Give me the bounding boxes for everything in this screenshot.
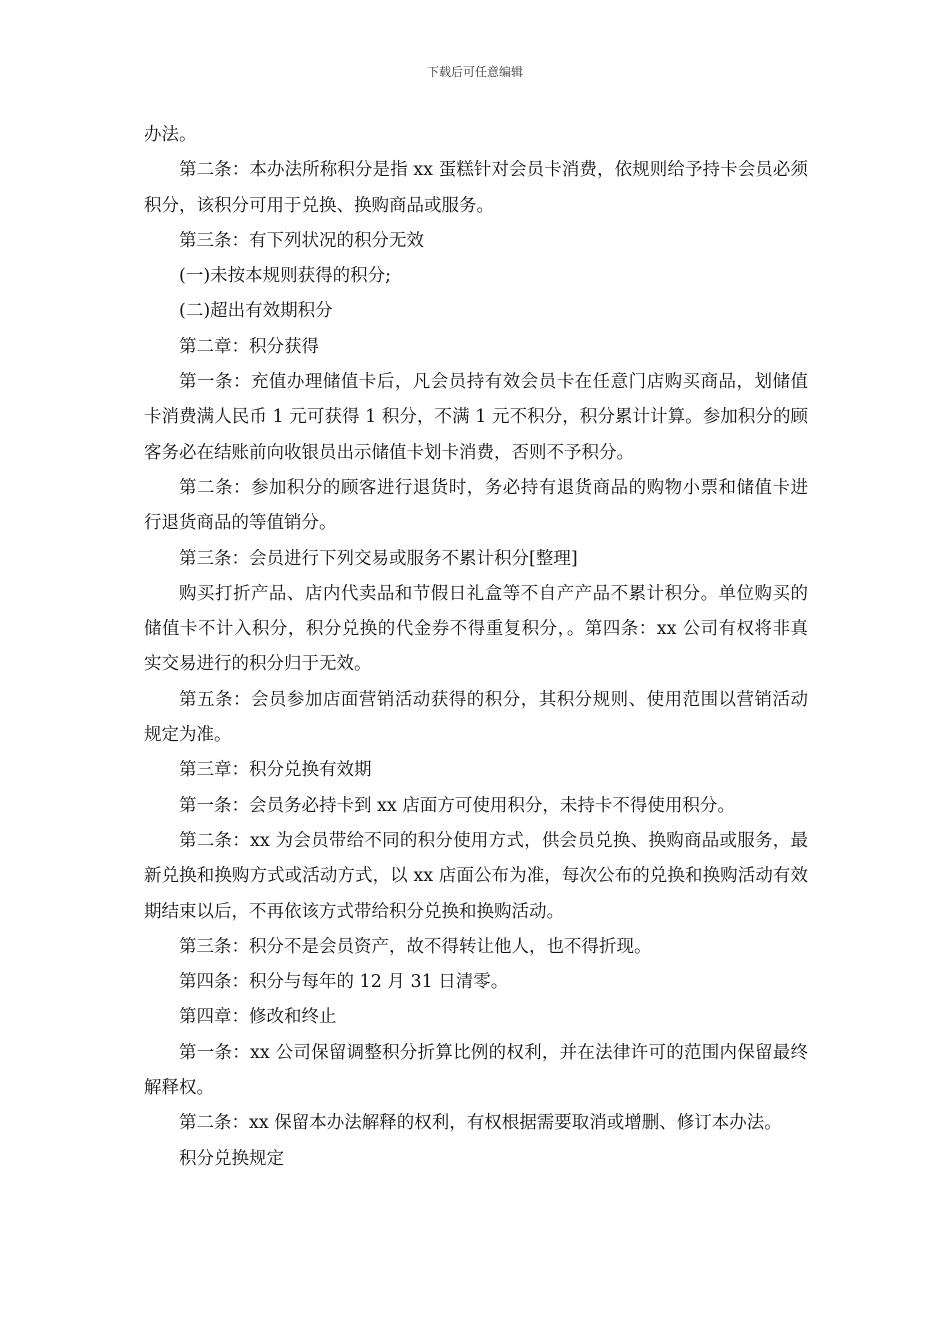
paragraph-11: 第五条：会员参加店面营销活动获得的积分，其积分规则、使用范围以营销活动规定为准。 <box>144 689 808 746</box>
chapter-2-heading: 第二章：积分获得 <box>179 336 319 357</box>
paragraph-2: 第二条：本办法所称积分是指 xx 蛋糕针对会员卡消费，依规则给予持卡会员必须积分，该积分可用于兑换、换购商品或服务。 <box>144 160 808 216</box>
paragraph-13: 第一条：会员务必持卡到 xx 店面方可使用积分，未持卡不得使用积分。 <box>179 795 735 816</box>
paragraph-8: 第二条：参加积分的顾客进行退货时，务必持有退货商品的购物小票和储值卡进行退货商品的等值销分。 <box>144 477 808 534</box>
paragraph-4: (一)未按本规则获得的积分; <box>179 266 392 287</box>
paragraph-14: 第二条：xx 为会员带给不同的积分使用方式，供会员兑换、换购商品或服务，最新兑换和换购方式或活动方式，以 xx 店面公布为准，每次公布的兑换和换购活动有效期结束以后，不再依该方式带给积分兑换和换购活动。 <box>144 830 808 922</box>
paragraph-18: 第一条：xx 公司保留调整积分折算比例的权利，并在法律许可的范围内保留最终解释权。 <box>144 1042 808 1099</box>
paragraph-7: 第一条：充值办理储值卡后，凡会员持有效会员卡在任意门店购买商品，划储值卡消费满人民币 1 元可获得 1 积分，不满 1 元不积分，积分累计计算。参加积分的顾客务必在结账前向收银员出示储值卡划卡消费，否则不予积分。 <box>144 372 808 463</box>
paragraph-5: (二)超出有效期积分 <box>179 301 333 322</box>
paragraph-15: 第三条：积分不是会员资产，故不得转让他人，也不得折现。 <box>179 936 652 957</box>
paragraph-1: 办法。 <box>144 125 197 145</box>
page-header: 下载后可任意编辑 <box>426 65 523 79</box>
chapter-4-heading: 第四章：修改和终止 <box>179 1007 337 1028</box>
paragraph-16: 第四条：积分与每年的 12 月 31 日清零。 <box>179 972 509 993</box>
paragraph-19: 第二条：xx 保留本办法解释的权利，有权根据需要取消或增删、修订本办法。 <box>179 1113 782 1134</box>
paragraph-10: 购买打折产品、店内代卖品和节假日礼盒等不自产产品不累计积分。单位购买的储值卡不计入积分，积分兑换的代金券不得重复积分，。第四条：xx 公司有权将非真实交易进行的积分归于无效。 <box>144 583 808 675</box>
section-heading-exchange-rules: 积分兑换规定 <box>179 1148 284 1169</box>
chapter-3-heading: 第三章：积分兑换有效期 <box>179 760 372 781</box>
paragraph-3: 第三条：有下列状况的积分无效 <box>179 230 424 251</box>
paragraph-9: 第三条：会员进行下列交易或服务不累计积分[整理] <box>179 548 578 569</box>
document-body <box>144 118 808 1177</box>
